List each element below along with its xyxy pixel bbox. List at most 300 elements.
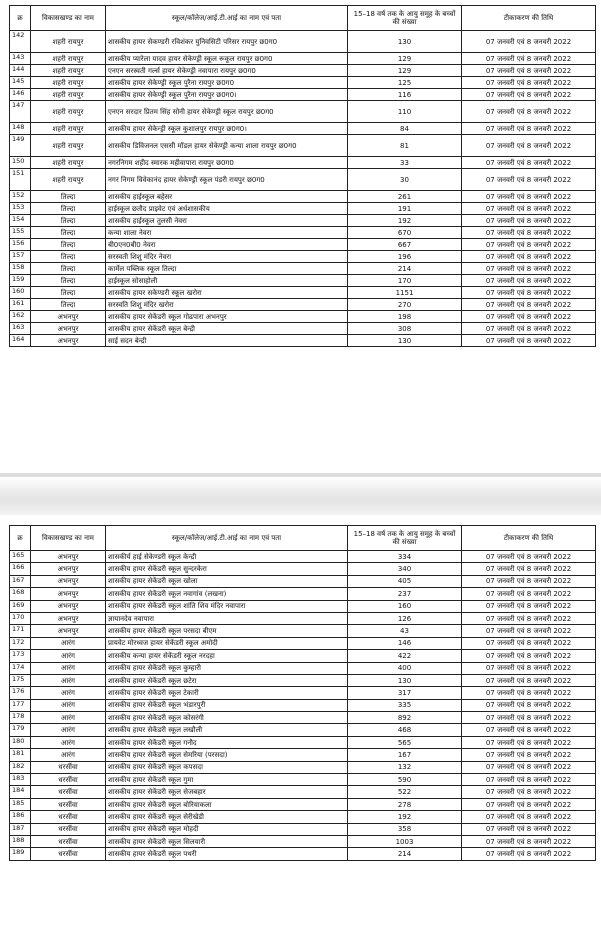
table-row: [10, 203, 596, 215]
row-count-cell: 670: [348, 227, 462, 239]
row-school-cell: शासकीय कन्या हायर सेकेंडरी स्कूल नरदहा: [106, 650, 348, 662]
table-row: [10, 287, 596, 299]
row-count-cell: 130: [348, 674, 462, 686]
row-date-cell: 07 जनवरी एवं 8 जनवरी 2022: [462, 299, 596, 311]
row-date-cell: 07 जनवरी एवं 8 जनवरी 2022: [462, 736, 596, 748]
vaccination-table-page-1: [9, 5, 596, 347]
row-school-cell: नगर निगम विवेकानंद हायर सेकेण्ड्री स्कूल पंडरी रायपुर छ0ग0: [106, 169, 348, 191]
row-sr-cell: 172: [10, 637, 31, 649]
header-count: 15–18 वर्ष तक के आयु समूह के बच्चों की संख्या: [348, 526, 462, 551]
row-school-cell: सरस्वति शिशु मंदिर खरोरा: [106, 299, 348, 311]
row-block-cell: आरंग: [31, 674, 106, 686]
row-sr-cell: 169: [10, 600, 31, 612]
row-sr-cell: 165: [10, 551, 31, 563]
row-block-cell: धरसींवा: [31, 835, 106, 847]
row-count-cell: 892: [348, 712, 462, 724]
table-row: [10, 736, 596, 748]
row-date-cell: 07 जनवरी एवं 8 जनवरी 2022: [462, 275, 596, 287]
row-school-cell: सरस्वती शिशु मंदिर नेवरा: [106, 251, 348, 263]
row-count-cell: 565: [348, 736, 462, 748]
row-date-cell: 07 जनवरी एवं 8 जनवरी 2022: [462, 135, 596, 157]
row-date-cell: 07 जनवरी एवं 8 जनवरी 2022: [462, 251, 596, 263]
row-date-cell: 07 जनवरी एवं 8 जनवरी 2022: [462, 215, 596, 227]
row-date-cell: 07 जनवरी एवं 8 जनवरी 2022: [462, 650, 596, 662]
row-block-cell: अभनपुर: [31, 625, 106, 637]
row-sr-cell: 166: [10, 563, 31, 575]
row-sr-cell: 167: [10, 575, 31, 587]
row-count-cell: 214: [348, 848, 462, 860]
table-row: [10, 798, 596, 810]
row-count-cell: 522: [348, 786, 462, 798]
row-count-cell: 129: [348, 53, 462, 65]
row-count-cell: 81: [348, 135, 462, 157]
table-row: [10, 89, 596, 101]
table-row: [10, 749, 596, 761]
row-school-cell: शासकीय हायर सेकण्डरी रविशंकर युनिवसिटी परिसर रायपुर छ0ग0: [106, 31, 348, 53]
row-school-cell: शासकीय हायर सेकेंडरी स्कूल सेजबहार: [106, 786, 348, 798]
row-count-cell: 43: [348, 625, 462, 637]
row-count-cell: 125: [348, 77, 462, 89]
row-school-cell: हाईस्कूल सोसाहोली: [106, 275, 348, 287]
row-date-cell: 07 जनवरी एवं 8 जनवरी 2022: [462, 323, 596, 335]
row-block-cell: आरंग: [31, 650, 106, 662]
row-block-cell: शहरी रायपुर: [31, 65, 106, 77]
table-row: [10, 251, 596, 263]
row-block-cell: अभनपुर: [31, 335, 106, 347]
row-school-cell: शासकीय हायर सेकेंडरी स्कूल पथरी: [106, 848, 348, 860]
row-date-cell: 07 जनवरी एवं 8 जनवरी 2022: [462, 699, 596, 711]
table-row: [10, 275, 596, 287]
row-count-cell: 84: [348, 123, 462, 135]
row-block-cell: तिल्दा: [31, 203, 106, 215]
row-count-cell: 192: [348, 811, 462, 823]
row-block-cell: धरसींवा: [31, 811, 106, 823]
row-count-cell: 667: [348, 239, 462, 251]
row-sr-cell: 180: [10, 736, 31, 748]
header-school: स्कूल/कॉलेज/आई.टी.आई का नाम एवं पता: [106, 6, 348, 31]
table-row: [10, 53, 596, 65]
row-count-cell: 1003: [348, 835, 462, 847]
row-count-cell: 278: [348, 798, 462, 810]
row-count-cell: 590: [348, 774, 462, 786]
row-block-cell: तिल्दा: [31, 191, 106, 203]
table-row: [10, 563, 596, 575]
row-school-cell: शासकीय हायर सेकेंडरी स्कूल बेन्द्री: [106, 323, 348, 335]
row-block-cell: धरसींवा: [31, 761, 106, 773]
table-row: [10, 263, 596, 275]
row-sr-cell: 163: [10, 323, 31, 335]
row-sr-cell: 161: [10, 299, 31, 311]
row-school-cell: हाईस्कूल छतौद प्राइवेट एवं अर्धशासकीय: [106, 203, 348, 215]
row-date-cell: 07 जनवरी एवं 8 जनवरी 2022: [462, 123, 596, 135]
row-school-cell: शासकीय हायर सेकेंडरी स्कूल सिलयारी: [106, 835, 348, 847]
row-sr-cell: 160: [10, 287, 31, 299]
row-date-cell: 07 जनवरी एवं 8 जनवरी 2022: [462, 191, 596, 203]
row-count-cell: 110: [348, 101, 462, 123]
table-row: [10, 169, 596, 191]
row-block-cell: आरंग: [31, 724, 106, 736]
table-row: [10, 699, 596, 711]
row-sr-cell: 147: [10, 101, 31, 123]
row-sr-cell: 158: [10, 263, 31, 275]
row-school-cell: शासकीय हायर सेकेंडरी स्कूल गोढपारा अभनपुर: [106, 311, 348, 323]
row-count-cell: 340: [348, 563, 462, 575]
header-school: स्कूल/कॉलेज/आई.टी.आई का नाम एवं पता: [106, 526, 348, 551]
row-sr-cell: 144: [10, 65, 31, 77]
table-row: [10, 761, 596, 773]
row-count-cell: 358: [348, 823, 462, 835]
row-school-cell: कार्मेल पब्लिक स्कूल तिल्दा: [106, 263, 348, 275]
row-block-cell: शहरी रायपुर: [31, 101, 106, 123]
row-school-cell: शासकीय डिविजनल एससी मॉडल हायर सेकेण्ड्री कन्या शाला रायपुर छ0ग0: [106, 135, 348, 157]
row-date-cell: 07 जनवरी एवं 8 जनवरी 2022: [462, 724, 596, 736]
row-date-cell: 07 जनवरी एवं 8 जनवरी 2022: [462, 227, 596, 239]
row-date-cell: 07 जनवरी एवं 8 जनवरी 2022: [462, 848, 596, 860]
row-sr-cell: 179: [10, 724, 31, 736]
row-count-cell: 1151: [348, 287, 462, 299]
table-row: [10, 77, 596, 89]
row-sr-cell: 171: [10, 625, 31, 637]
table-row: [10, 191, 596, 203]
row-count-cell: 196: [348, 251, 462, 263]
row-school-cell: शासकीय हायर सेकेण्ड्री स्कूल पुरैना रायपुर छ0ग0।: [106, 89, 348, 101]
row-count-cell: 116: [348, 89, 462, 101]
row-sr-cell: 149: [10, 135, 31, 157]
header-date: टीकाकरण की तिथि: [462, 526, 596, 551]
table-row: [10, 724, 596, 736]
row-block-cell: शहरी रायपुर: [31, 169, 106, 191]
header-block: विकासखण्ड का नाम: [31, 526, 106, 551]
row-school-cell: शासकीय हायर सेकेंडरी स्कूल कपसदा: [106, 761, 348, 773]
row-block-cell: तिल्दा: [31, 287, 106, 299]
header-date: टीकाकरण की तिथि: [462, 6, 596, 31]
row-sr-cell: 157: [10, 251, 31, 263]
row-count-cell: 422: [348, 650, 462, 662]
row-count-cell: 160: [348, 600, 462, 612]
row-count-cell: 129: [348, 65, 462, 77]
table-row: [10, 712, 596, 724]
row-count-cell: 146: [348, 637, 462, 649]
row-sr-cell: 170: [10, 612, 31, 624]
row-school-cell: शासकीय हाईस्कूल बहेसर: [106, 191, 348, 203]
row-block-cell: आरंग: [31, 662, 106, 674]
vaccination-table-page-2: [9, 525, 596, 861]
table-row: [10, 551, 596, 563]
table-row: [10, 135, 596, 157]
header-sr: क्र: [10, 526, 31, 551]
row-sr-cell: 173: [10, 650, 31, 662]
row-date-cell: 07 जनवरी एवं 8 जनवरी 2022: [462, 811, 596, 823]
row-date-cell: 07 जनवरी एवं 8 जनवरी 2022: [462, 169, 596, 191]
row-block-cell: धरसींवा: [31, 798, 106, 810]
row-sr-cell: 188: [10, 835, 31, 847]
row-sr-cell: 159: [10, 275, 31, 287]
row-school-cell: शासकीय हायर सकेण्डरी स्कूल खरोरा: [106, 287, 348, 299]
row-count-cell: 191: [348, 203, 462, 215]
row-date-cell: 07 जनवरी एवं 8 जनवरी 2022: [462, 662, 596, 674]
row-sr-cell: 143: [10, 53, 31, 65]
row-count-cell: 30: [348, 169, 462, 191]
row-school-cell: शासकीय हायर सेकेंडरी स्कूल खोला: [106, 575, 348, 587]
table-row: [10, 650, 596, 662]
table-row: [10, 323, 596, 335]
row-sr-cell: 183: [10, 774, 31, 786]
row-block-cell: आरंग: [31, 712, 106, 724]
row-block-cell: अभनपुर: [31, 588, 106, 600]
table-row: [10, 123, 596, 135]
row-date-cell: 07 जनवरी एवं 8 जनवरी 2022: [462, 101, 596, 123]
row-count-cell: 270: [348, 299, 462, 311]
table-row: [10, 299, 596, 311]
row-school-cell: शासकीय हायर सेकेंडरी स्कूल सेमरिया (परसदा): [106, 749, 348, 761]
row-count-cell: 167: [348, 749, 462, 761]
row-sr-cell: 177: [10, 699, 31, 711]
row-sr-cell: 182: [10, 761, 31, 773]
row-block-cell: तिल्दा: [31, 215, 106, 227]
row-count-cell: 261: [348, 191, 462, 203]
row-date-cell: 07 जनवरी एवं 8 जनवरी 2022: [462, 551, 596, 563]
document-page-1: [9, 5, 595, 347]
row-block-cell: तिल्दा: [31, 299, 106, 311]
row-count-cell: 334: [348, 551, 462, 563]
table-row: [10, 157, 596, 169]
row-school-cell: शासकीय हायर सेकेंडरी स्कूल लखौली: [106, 724, 348, 736]
row-sr-cell: 151: [10, 169, 31, 191]
table-row: [10, 811, 596, 823]
row-count-cell: 317: [348, 687, 462, 699]
table-row: [10, 600, 596, 612]
table-body-page-2: [10, 551, 596, 861]
table-row: [10, 835, 596, 847]
row-count-cell: 132: [348, 761, 462, 773]
row-block-cell: तिल्दा: [31, 251, 106, 263]
row-block-cell: धरसींवा: [31, 823, 106, 835]
row-school-cell: शासकीय हायर सेकेंडरी स्कूल नवागांव (लखना): [106, 588, 348, 600]
table-row: [10, 662, 596, 674]
row-date-cell: 07 जनवरी एवं 8 जनवरी 2022: [462, 89, 596, 101]
row-date-cell: 07 जनवरी एवं 8 जनवरी 2022: [462, 77, 596, 89]
row-sr-cell: 187: [10, 823, 31, 835]
row-block-cell: शहरी रायपुर: [31, 89, 106, 101]
row-sr-cell: 189: [10, 848, 31, 860]
row-date-cell: 07 जनवरी एवं 8 जनवरी 2022: [462, 157, 596, 169]
row-date-cell: 07 जनवरी एवं 8 जनवरी 2022: [462, 798, 596, 810]
table-row: [10, 311, 596, 323]
row-count-cell: 170: [348, 275, 462, 287]
page-gap: [0, 477, 601, 515]
row-date-cell: 07 जनवरी एवं 8 जनवरी 2022: [462, 335, 596, 347]
row-school-cell: एनएन सरदार प्रितम सिंह सोनी हायर सेकेण्ड्री स्कूल रायपुर छ0ग0: [106, 101, 348, 123]
row-count-cell: 126: [348, 612, 462, 624]
row-school-cell: शासकीय हायर सेकेन्ड्री स्कूल कुशालपुर रायपुर छ0ग0।: [106, 123, 348, 135]
document-page-2: [9, 525, 595, 861]
row-block-cell: शहरी रायपुर: [31, 157, 106, 169]
table-header-row: [10, 526, 596, 551]
table-row: [10, 215, 596, 227]
row-school-cell: शासकीय हायर सेकेंडरी स्कूल कोसरंगी: [106, 712, 348, 724]
row-block-cell: आरंग: [31, 687, 106, 699]
row-date-cell: 07 जनवरी एवं 8 जनवरी 2022: [462, 563, 596, 575]
table-row: [10, 823, 596, 835]
row-school-cell: शासकीय हायर सेकेंडरी स्कूल सेरीखेडी: [106, 811, 348, 823]
row-date-cell: 07 जनवरी एवं 8 जनवरी 2022: [462, 53, 596, 65]
row-block-cell: आरंग: [31, 637, 106, 649]
row-date-cell: 07 जनवरी एवं 8 जनवरी 2022: [462, 263, 596, 275]
table-header-row: [10, 6, 596, 31]
row-count-cell: 192: [348, 215, 462, 227]
row-school-cell: एनएन सरस्वती गर्ल्स हायर सेकेण्ड्री नवापारा रायपुर छ0ग0: [106, 65, 348, 77]
table-row: [10, 65, 596, 77]
row-date-cell: 07 जनवरी एवं 8 जनवरी 2022: [462, 774, 596, 786]
table-row: [10, 227, 596, 239]
table-row: [10, 612, 596, 624]
row-school-cell: शासकीय हायर सेकेंडरी स्कूल टेकारी: [106, 687, 348, 699]
row-block-cell: अभनपुर: [31, 612, 106, 624]
row-sr-cell: 153: [10, 203, 31, 215]
row-sr-cell: 178: [10, 712, 31, 724]
row-sr-cell: 156: [10, 239, 31, 251]
row-block-cell: शहरी रायपुर: [31, 77, 106, 89]
row-date-cell: 07 जनवरी एवं 8 जनवरी 2022: [462, 311, 596, 323]
row-school-cell: शासकीय हायर सेकेंडरी स्कूल परसदा बीएम: [106, 625, 348, 637]
row-date-cell: 07 जनवरी एवं 8 जनवरी 2022: [462, 749, 596, 761]
row-sr-cell: 164: [10, 335, 31, 347]
row-date-cell: 07 जनवरी एवं 8 जनवरी 2022: [462, 31, 596, 53]
row-block-cell: शहरी रायपुर: [31, 53, 106, 65]
table-row: [10, 575, 596, 587]
table-row: [10, 848, 596, 860]
table-row: [10, 674, 596, 686]
table-row: [10, 31, 596, 53]
row-sr-cell: 154: [10, 215, 31, 227]
row-date-cell: 07 जनवरी एवं 8 जनवरी 2022: [462, 600, 596, 612]
row-school-cell: बी0एन0बी0 नेवरा: [106, 239, 348, 251]
row-block-cell: अभनपुर: [31, 323, 106, 335]
row-school-cell: शासकीर्य हाई सेकेण्डरी स्कूल केन्द्री: [106, 551, 348, 563]
header-block: विकासखण्ड का नाम: [31, 6, 106, 31]
row-block-cell: आरंग: [31, 699, 106, 711]
row-school-cell: शासकीय हायर सेकेंडरी स्कूल बोरियाकला: [106, 798, 348, 810]
row-block-cell: तिल्दा: [31, 239, 106, 251]
row-count-cell: 400: [348, 662, 462, 674]
row-school-cell: शासकीय हायर सेकेण्ड्री स्कूल पुरैना रायपुर छ0ग0: [106, 77, 348, 89]
row-sr-cell: 174: [10, 662, 31, 674]
header-sr: क्र: [10, 6, 31, 31]
table-row: [10, 774, 596, 786]
row-school-cell: शासकीय हायर सेकेंडरी स्कूल गुमा: [106, 774, 348, 786]
row-date-cell: 07 जनवरी एवं 8 जनवरी 2022: [462, 287, 596, 299]
row-sr-cell: 150: [10, 157, 31, 169]
row-sr-cell: 152: [10, 191, 31, 203]
row-date-cell: 07 जनवरी एवं 8 जनवरी 2022: [462, 637, 596, 649]
row-sr-cell: 186: [10, 811, 31, 823]
row-sr-cell: 142: [10, 31, 31, 53]
row-sr-cell: 176: [10, 687, 31, 699]
row-count-cell: 33: [348, 157, 462, 169]
row-school-cell: शासकीय हायर सेकेंडरी स्कूल कुम्हारी: [106, 662, 348, 674]
row-sr-cell: 162: [10, 311, 31, 323]
row-sr-cell: 184: [10, 786, 31, 798]
row-sr-cell: 185: [10, 798, 31, 810]
row-date-cell: 07 जनवरी एवं 8 जनवरी 2022: [462, 575, 596, 587]
row-school-cell: ज्ञायानदेव नवापारा: [106, 612, 348, 624]
row-count-cell: 214: [348, 263, 462, 275]
row-sr-cell: 168: [10, 588, 31, 600]
row-sr-cell: 155: [10, 227, 31, 239]
row-block-cell: अभनपुर: [31, 575, 106, 587]
row-date-cell: 07 जनवरी एवं 8 जनवरी 2022: [462, 203, 596, 215]
row-school-cell: शासकीय हायर सेकेंडरी स्कूल शांति शिव मंदिर नवापारा: [106, 600, 348, 612]
row-date-cell: 07 जनवरी एवं 8 जनवरी 2022: [462, 835, 596, 847]
row-school-cell: शासकीय हायर सेकेंडरी स्कूल गनौद: [106, 736, 348, 748]
table-row: [10, 687, 596, 699]
row-block-cell: अभनपुर: [31, 600, 106, 612]
row-school-cell: शासकीय हायर सेकेंडरी स्कूल मोहदी: [106, 823, 348, 835]
table-row: [10, 335, 596, 347]
table-row: [10, 239, 596, 251]
row-block-cell: आरंग: [31, 749, 106, 761]
row-block-cell: शहरी रायपुर: [31, 135, 106, 157]
row-date-cell: 07 जनवरी एवं 8 जनवरी 2022: [462, 612, 596, 624]
row-school-cell: प्रायवेट मोरध्वज हायर सेकेंडरी स्कूल अमोदी: [106, 637, 348, 649]
table-body-page-1: [10, 31, 596, 347]
table-row: [10, 588, 596, 600]
row-count-cell: 405: [348, 575, 462, 587]
row-block-cell: आरंग: [31, 736, 106, 748]
header-count: 15–18 वर्ष तक के आयु समूह के बच्चों की संख्या: [348, 6, 462, 31]
row-count-cell: 198: [348, 311, 462, 323]
row-school-cell: साई सदन बेन्द्री: [106, 335, 348, 347]
row-block-cell: तिल्दा: [31, 275, 106, 287]
row-block-cell: तिल्दा: [31, 227, 106, 239]
row-count-cell: 468: [348, 724, 462, 736]
row-block-cell: तिल्दा: [31, 263, 106, 275]
row-date-cell: 07 जनवरी एवं 8 जनवरी 2022: [462, 625, 596, 637]
row-block-cell: शहरी रायपुर: [31, 123, 106, 135]
row-school-cell: शासकीय हाईस्कूल तुलसी नेवरा: [106, 215, 348, 227]
table-row: [10, 786, 596, 798]
row-count-cell: 308: [348, 323, 462, 335]
row-school-cell: शासकीय हायर सेकेंडरी स्कूल सुन्दरकेरा: [106, 563, 348, 575]
row-block-cell: अभनपुर: [31, 551, 106, 563]
row-date-cell: 07 जनवरी एवं 8 जनवरी 2022: [462, 588, 596, 600]
row-school-cell: शासकीय हायर सेकेंडरी स्कूल भंडारपुरी: [106, 699, 348, 711]
row-date-cell: 07 जनवरी एवं 8 जनवरी 2022: [462, 239, 596, 251]
row-sr-cell: 146: [10, 89, 31, 101]
row-school-cell: नगरनिगम शहीद स्मारक महीवापारा रायपुर छ0ग0: [106, 157, 348, 169]
row-count-cell: 237: [348, 588, 462, 600]
table-row: [10, 101, 596, 123]
row-date-cell: 07 जनवरी एवं 8 जनवरी 2022: [462, 674, 596, 686]
row-school-cell: शासकीय हायर सेकेंडरी स्कूल छटेरा: [106, 674, 348, 686]
row-count-cell: 130: [348, 335, 462, 347]
row-count-cell: 130: [348, 31, 462, 53]
row-block-cell: अभनपुर: [31, 311, 106, 323]
row-school-cell: शासकीय प्यारेला यादव हायर सेकेण्ड्री स्कूल रूकूल रायपुर छ0ग0: [106, 53, 348, 65]
row-date-cell: 07 जनवरी एवं 8 जनवरी 2022: [462, 823, 596, 835]
row-sr-cell: 145: [10, 77, 31, 89]
row-block-cell: शहरी रायपुर: [31, 31, 106, 53]
row-date-cell: 07 जनवरी एवं 8 जनवरी 2022: [462, 786, 596, 798]
row-sr-cell: 181: [10, 749, 31, 761]
row-date-cell: 07 जनवरी एवं 8 जनवरी 2022: [462, 65, 596, 77]
table-row: [10, 637, 596, 649]
row-block-cell: अभनपुर: [31, 563, 106, 575]
row-sr-cell: 175: [10, 674, 31, 686]
row-block-cell: धरसींवा: [31, 786, 106, 798]
row-school-cell: कन्या शाला नेवरा: [106, 227, 348, 239]
row-block-cell: धरसींवा: [31, 774, 106, 786]
